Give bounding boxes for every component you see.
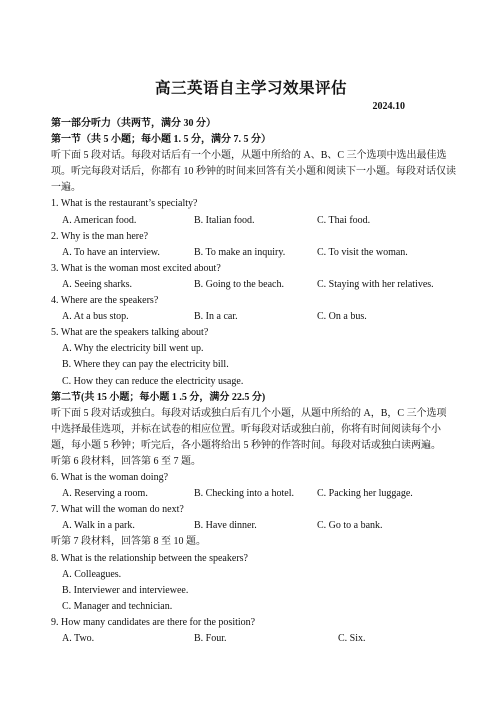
- option-b: B. Where they can pay the electricity bill.: [62, 359, 229, 371]
- option-b: B. Four.: [194, 633, 227, 644]
- question-9-stem: 9. How many candidates are there for the position?: [51, 616, 256, 628]
- question-3-options: [51, 277, 456, 293]
- option-b: B. Italian food.: [194, 214, 255, 226]
- option-c: C. To visit the woman.: [317, 246, 408, 258]
- option-c: C. On a bus.: [317, 311, 367, 323]
- option-b: B. Checking into a hotel.: [194, 488, 294, 500]
- question-2-options: [51, 245, 456, 261]
- option-c: C. Thai food.: [317, 214, 371, 226]
- section2-heading: 第二节(共 15 小题；每小题 1 .5 分，满分 22.5 分): [51, 391, 266, 403]
- question-1-stem: 1. What is the restaurant’s specialty?: [51, 198, 198, 210]
- option-a: A. Colleagues.: [62, 568, 122, 580]
- option-c: C. Go to a bank.: [317, 520, 383, 532]
- option-a: A. At a bus stop.: [62, 311, 129, 323]
- question-4-options: [51, 309, 456, 325]
- question-1-options: [51, 213, 456, 229]
- page-title: 高三英语自主学习效果评估: [154, 80, 347, 97]
- section1-heading: 第一节（共 5 小题；每小题 1. 5 分，满分 7. 5 分）: [51, 134, 271, 146]
- exam-content: [51, 116, 456, 647]
- exam-date: 2024.10: [372, 101, 405, 112]
- question-3-stem: 3. What is the woman most excited about?: [51, 262, 221, 274]
- question-5-stem: 5. What are the speakers talking about?: [51, 327, 209, 339]
- material-6-note: 听第 6 段材料，回答第 6 至 7 题。: [51, 455, 201, 467]
- option-c: C. How they can reduce the electricity usage.: [62, 375, 244, 387]
- question-7-stem: 7. What will the woman do next?: [51, 504, 184, 516]
- question-8-stem: 8. What is the relationship between the speakers?: [51, 552, 248, 564]
- option-b: B. To make an inquiry.: [194, 246, 286, 258]
- question-7-options: [51, 518, 456, 534]
- question-2-stem: 2. Why is the man here?: [51, 230, 149, 242]
- option-a: A. Walk in a park.: [62, 520, 135, 532]
- material-7-note: 听第 7 段材料，回答第 8 至 10 题。: [51, 536, 206, 548]
- option-c: C. Staying with her relatives.: [317, 278, 434, 290]
- option-a: A. Why the electricity bill went up.: [62, 343, 204, 355]
- option-a: A. American food.: [62, 214, 137, 226]
- question-6-options: [51, 486, 456, 502]
- section2-instructions: 听下面 5 段对话或独白。每段对话或独白后有几个小题，从题中所给的 A，B，C 三个选项中选择最佳选项，并标在试卷的相应位置。听每段对话或独白前，你将有时间阅读每个小题，每小题 5 秒钟；听完后，各小题将给出 5 秒钟的作答时间。每段对话或独白读两遍。: [51, 407, 447, 451]
- question-4-stem: 4. Where are the speakers?: [51, 295, 159, 307]
- option-a: A. To have an interview.: [62, 246, 160, 258]
- option-c: C. Six.: [338, 633, 366, 644]
- option-a: A. Two.: [62, 633, 95, 644]
- option-b: B. Interviewer and interviewee.: [62, 584, 189, 596]
- option-c: C. Manager and technician.: [62, 600, 173, 612]
- question-9-options: [51, 631, 456, 647]
- option-b: B. In a car.: [194, 311, 238, 323]
- section1-instructions: 听下面 5 段对话。每段对话后有一个小题，从题中所给的 A、B、C 三个选项中选出最佳选项。听完每段对话后，你都有 10 秒钟的时间来回答有关小题和阅读下一小题。每段对话仅读一遍。: [51, 150, 456, 194]
- question-6-stem: 6. What is the woman doing?: [51, 472, 169, 484]
- option-b: B. Going to the beach.: [194, 278, 284, 290]
- option-c: C. Packing her luggage.: [317, 488, 413, 500]
- option-b: B. Have dinner.: [194, 520, 257, 532]
- option-a: A. Seeing sharks.: [62, 278, 132, 290]
- part1-heading: 第一部分听力（共两节，满分 30 分）: [51, 118, 216, 129]
- option-a: A. Reserving a room.: [62, 488, 148, 500]
